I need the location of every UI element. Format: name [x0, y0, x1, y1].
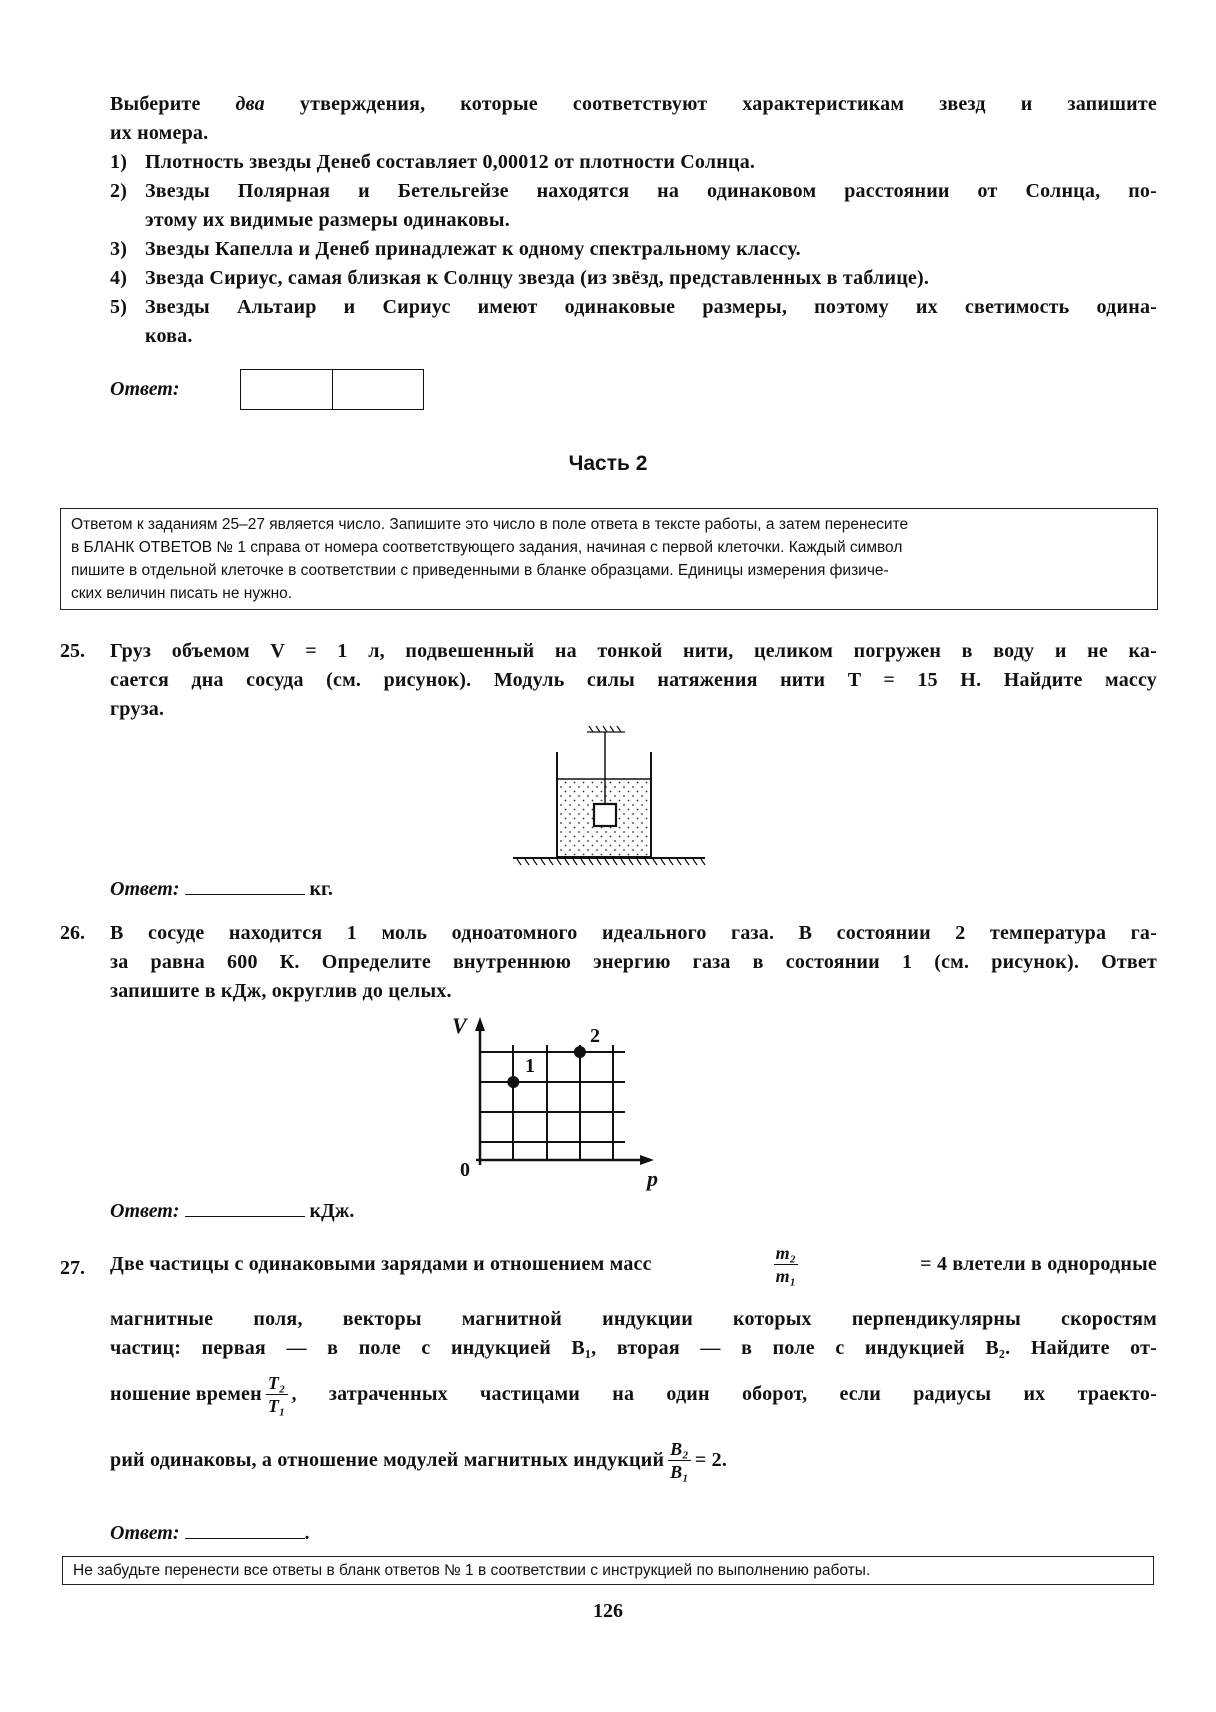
answer-unit: кДж. [309, 1200, 355, 1222]
p-axis-arrow-icon [640, 1155, 654, 1165]
state-2-point [574, 1046, 586, 1058]
q24-answer [110, 378, 180, 401]
q27-text: Две частицы с одинаковыми зарядами и отношением масс [110, 1253, 652, 1275]
q27-line-5 [110, 1438, 727, 1483]
fraction-numerator: m₂ [775, 1243, 797, 1263]
fraction-numerator: T₂ [267, 1373, 286, 1393]
q24-option-text: Плотность звезды Денеб составляет 0,00012 от плотности Солнца. [145, 151, 756, 173]
q24-intro-emphasis: два [235, 93, 265, 115]
q24-intro-text: Выберите [110, 93, 236, 115]
q27-line-4 [110, 1372, 1157, 1417]
q24-option-text: Звезда Сириус, самая близкая к Солнцу звезда (из звёзд, представленных в таблице). [145, 267, 930, 289]
q24-intro-end: их номера. [110, 122, 209, 144]
q25-answer [110, 876, 333, 901]
state-1-label: 1 [525, 1055, 535, 1077]
q26-text: В сосуде находится 1 моль одноатомного идеального газа. В состоянии 2 температура га- [110, 922, 1157, 944]
answer-label: Ответ: [110, 1522, 180, 1544]
v-axis-label: V [452, 1013, 467, 1038]
fraction-denominator: T₁ [267, 1396, 286, 1416]
answer-end: . [304, 1522, 310, 1544]
q27-text: магнитные поля, векторы магнитной индукции которых перпендикулярны скоростям [110, 1308, 1157, 1330]
q24-option-text: Звезды Альтаир и Сириус имеют одинаковые размеры, поэтому их светимость одина- [145, 296, 1157, 318]
fraction-denominator: m₁ [775, 1266, 797, 1286]
instruction-line: пишите в отдельной клеточке в соответствии с приведенными в бланке образцами. Единицы измерения физиче- [71, 562, 889, 579]
weight-block [594, 804, 616, 826]
floor-hatch [513, 858, 705, 865]
fraction-numerator: B₂ [670, 1439, 689, 1459]
q24-option-text: Звезды Капелла и Денеб принадлежат к одному спектральному классу. [145, 238, 801, 260]
mass-ratio-fraction [774, 1242, 799, 1287]
q27-text: , затраченных частицами на один оборот, если радиусы их траекто- [291, 1383, 1157, 1405]
q24-option-text: кова. [145, 325, 193, 347]
q26-text: за равна 600 К. Определите внутреннюю энергию газа в состоянии 1 (см. рисунок). Ответ [110, 951, 1157, 973]
q25-vessel-figure [505, 722, 715, 872]
answer-cell-1[interactable] [241, 370, 333, 409]
graph-grid [480, 1045, 625, 1160]
q26-number: 26. [60, 922, 85, 944]
q24-option-number: 4) [110, 267, 128, 289]
q26-answer [110, 1198, 354, 1223]
q27-line-1 [110, 1242, 1157, 1287]
answer-blank[interactable] [185, 876, 305, 895]
origin-label: 0 [460, 1159, 470, 1181]
answer-label: Ответ: [110, 878, 180, 900]
page-number: 126 [593, 1600, 623, 1622]
q26-pv-graph [440, 1005, 740, 1195]
instruction-line: в БЛАНК ОТВЕТОВ № 1 справа от номера соответствующего задания, начиная с первой клеточки. Каждый символ [71, 539, 903, 556]
fraction-denominator: B₁ [670, 1462, 689, 1482]
instruction-line: ских величин писать не нужно. [71, 585, 293, 602]
induction-ratio-fraction [668, 1438, 691, 1483]
v-axis-arrow-icon [475, 1017, 485, 1031]
state-1-point [507, 1076, 519, 1088]
q25-number: 25. [60, 640, 85, 662]
part2-instruction-box [60, 508, 1158, 610]
q27-text: рий одинаковы, а отношение модулей магнитных индукций [110, 1449, 665, 1471]
q25-text: сается дна сосуда (см. рисунок). Модуль силы натяжения нити T = 15 Н. Найдите массу [110, 669, 1157, 691]
q27-text: ношение времен [110, 1383, 262, 1405]
answer-cell-2[interactable] [333, 370, 424, 409]
part2-title: Часть 2 [568, 452, 648, 475]
q25-text: Груз объемом V = 1 л, подвешенный на тонкой нити, целиком погружен в воду и не ка- [110, 640, 1157, 662]
state-2-label: 2 [590, 1025, 600, 1047]
q24-option-number: 5) [110, 296, 128, 318]
q24-option-text: Звезды Полярная и Бетельгейзе находятся на одинаковом расстоянии от Солнца, по- [145, 180, 1157, 202]
q27-text: = 4 влетели в однородные [920, 1253, 1157, 1275]
q27-number: 27. [60, 1257, 85, 1279]
answer-blank[interactable] [185, 1520, 305, 1539]
answer-unit: кг. [309, 878, 333, 900]
p-axis-label: p [647, 1166, 658, 1191]
answer-label: Ответ: [110, 1200, 180, 1222]
q27-text: = 2. [694, 1449, 728, 1471]
q24-answer-cells[interactable] [240, 369, 424, 410]
footer-reminder: Не забудьте перенести все ответы в бланк ответов № 1 в соответствии с инструкцией по выполнению работы. [62, 1556, 1154, 1585]
q25-text: груза. [110, 698, 165, 720]
answer-label: Ответ: [110, 378, 180, 400]
q24-option-number: 3) [110, 238, 128, 260]
q24-option-number: 1) [110, 151, 128, 173]
q24-option-text: этому их видимые размеры одинаковы. [145, 209, 510, 231]
instruction-line: Ответом к заданиям 25–27 является число. Запишите это число в поле ответа в тексте работы, а затем перенесите [71, 516, 909, 533]
q24-intro [110, 90, 1157, 119]
time-ratio-fraction [266, 1372, 288, 1417]
q24-intro-text-2: утверждения, которые соответствуют характеристикам звезд и запишите [264, 93, 1157, 115]
q27-text: частиц: первая — в поле с индукцией B₁, вторая — в поле с индукцией B₂. Найдите от- [110, 1337, 1157, 1359]
q27-answer [110, 1520, 310, 1545]
answer-blank[interactable] [185, 1198, 305, 1217]
q26-text: запишите в кДж, округлив до целых. [110, 980, 452, 1002]
q24-option-number: 2) [110, 180, 128, 202]
ceiling-hatch [587, 726, 625, 732]
